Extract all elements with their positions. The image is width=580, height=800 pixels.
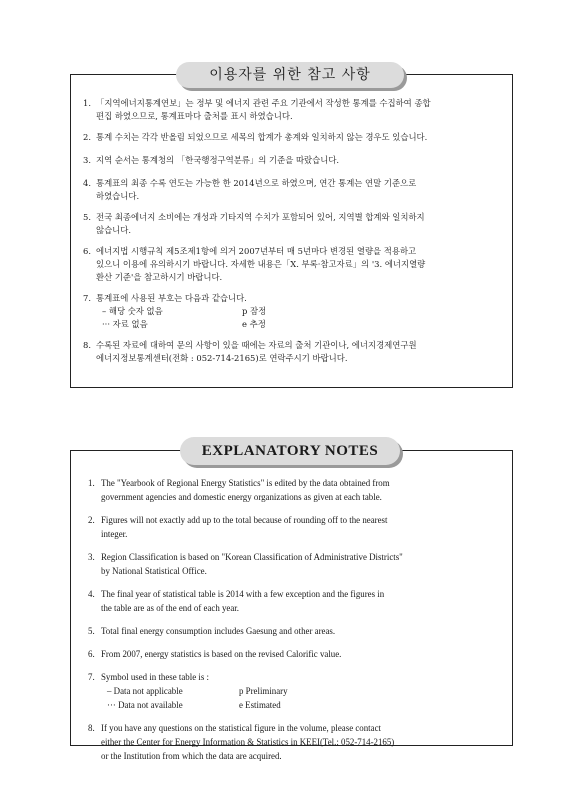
- note-line: 통계표의 최종 수록 연도는 가능한 한 2014년으로 하였으며, 연간 통계는 연말 기준으로: [96, 178, 417, 188]
- korean-note-2: [83, 131, 501, 144]
- symbol-row: [96, 318, 501, 331]
- english-note-5: [88, 624, 500, 638]
- note-line: or the Institution from which the data are acquired.: [101, 751, 282, 761]
- english-note-2: [88, 513, 500, 541]
- note-line: 「지역에너지통계연보」는 정부 및 에너지 관련 주요 기관에서 작성한 통계를 수집하여 종합: [96, 98, 431, 108]
- note-line: The "Yearbook of Regional Energy Statistics" is edited by the data obtained from: [101, 478, 390, 488]
- note-number: 3.: [83, 155, 91, 165]
- korean-note-8: [83, 339, 501, 365]
- note-number: 8.: [88, 723, 95, 733]
- symbol-meaning: ··· 자료 없음: [102, 319, 148, 329]
- note-line: the table are as of the end of each year.: [101, 603, 239, 613]
- symbol-meaning: p Preliminary: [239, 686, 288, 696]
- english-note-7: [88, 670, 500, 712]
- korean-note-6: [83, 245, 501, 284]
- symbol-row: [96, 305, 501, 318]
- note-line: Region Classification is based on "Korean Classification of Administrative Districts": [101, 552, 403, 562]
- note-line: From 2007, energy statistics is based on the revised Calorific value.: [101, 649, 342, 659]
- korean-note-1: [83, 97, 501, 123]
- note-number: 6.: [83, 246, 91, 256]
- english-note-4: [88, 587, 500, 615]
- note-number: 4.: [88, 589, 95, 599]
- note-line: 통계 수치는 각각 반올림 되었으므로 세목의 합계가 총계와 일치하지 않는 경우도 있습니다.: [96, 132, 428, 142]
- note-number: 3.: [88, 552, 95, 562]
- korean-note-7: [83, 292, 501, 331]
- korean-note-5: [83, 211, 501, 237]
- note-line: 않습니다.: [96, 225, 132, 235]
- english-notes-title: EXPLANATORY NOTES: [180, 437, 400, 465]
- note-number: 4.: [83, 178, 91, 188]
- note-line: 환산 기준'을 참고하시기 바랍니다.: [96, 272, 223, 282]
- korean-note-3: [83, 154, 501, 167]
- note-line: by National Statistical Office.: [101, 566, 207, 576]
- note-number: 5.: [88, 626, 95, 636]
- symbol-row: [101, 684, 500, 698]
- note-line: If you have any questions on the statistical figure in the volume, please contact: [101, 723, 381, 733]
- symbol-meaning: e 추정: [242, 319, 266, 329]
- english-note-8: [88, 721, 500, 763]
- symbol-meaning: – Data not applicable: [107, 686, 183, 696]
- english-note-6: [88, 647, 500, 661]
- symbol-meaning: – 해당 숫자 없음: [102, 306, 163, 316]
- note-line: Symbol used in these table is :: [101, 672, 209, 682]
- korean-notes-title: 이용자를 위한 참고 사항: [176, 62, 404, 88]
- note-line: integer.: [101, 529, 128, 539]
- note-line: 전국 최종에너지 소비에는 개성과 기타지역 수치가 포함되어 있어, 지역별 합계와 일치하지: [96, 212, 425, 222]
- korean-notes-list: [83, 97, 501, 373]
- note-line: Total final energy consumption includes Gaesung and other areas.: [101, 626, 336, 636]
- note-line: The final year of statistical table is 2014 with a few exception and the figures in: [101, 589, 385, 599]
- note-number: 2.: [83, 132, 91, 142]
- note-number: 8.: [83, 340, 91, 350]
- note-number: 1.: [88, 478, 95, 488]
- korean-note-4: [83, 177, 501, 203]
- note-number: 5.: [83, 212, 91, 222]
- note-line: either the Center for Energy Information & Statistics in KEEI(Tel.: 052-714-2165): [101, 737, 395, 747]
- symbol-row: [101, 698, 500, 712]
- note-line: Figures will not exactly add up to the total because of rounding off to the nearest: [101, 515, 388, 525]
- note-line: 에너지법 시행규칙 제5조제1항에 의거 2007년부터 매 5년마다 변경된 열량을 적용하고: [96, 246, 417, 256]
- note-number: 6.: [88, 649, 95, 659]
- note-line: 있으니 이용에 유의하시기 바랍니다. 자세한 내용은「X. 부록·참고자료」의 '3. 에너지열량: [96, 259, 426, 269]
- note-number: 7.: [83, 293, 91, 303]
- symbol-meaning: e Estimated: [239, 700, 281, 710]
- note-line: 하였습니다.: [96, 191, 140, 201]
- note-line: 지역 순서는 통계청의 「한국행정구역분류」의 기준을 따랐습니다.: [96, 155, 340, 165]
- english-notes-list: [88, 476, 500, 772]
- note-line: 에너지정보통계센터(전화 : 052-714-2165)로 연락주시기 바랍니다.: [96, 353, 348, 363]
- note-line: government agencies and domestic energy organizations as given at each table.: [101, 492, 382, 502]
- note-number: 2.: [88, 515, 95, 525]
- english-note-1: [88, 476, 500, 504]
- note-line: 수록된 자료에 대하여 문의 사항이 있을 때에는 자료의 출처 기관이나, 에너지경제연구원: [96, 340, 417, 350]
- symbol-meaning: ··· Data not available: [107, 700, 183, 710]
- note-number: 1.: [83, 98, 91, 108]
- english-note-3: [88, 550, 500, 578]
- note-line: 편집 하였으므로, 통계표마다 출처를 표시 하였습니다.: [96, 111, 293, 121]
- note-number: 7.: [88, 672, 95, 682]
- symbol-meaning: p 잠정: [242, 306, 267, 316]
- note-line: 통계표에 사용된 부호는 다음과 같습니다.: [96, 293, 247, 303]
